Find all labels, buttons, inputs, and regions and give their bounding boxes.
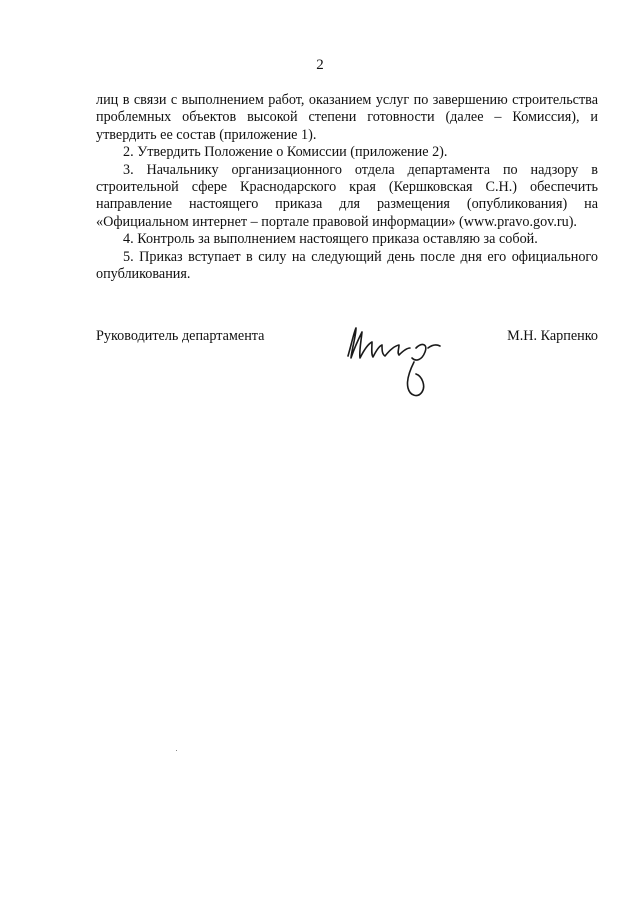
paragraph-item-4: 4. Контроль за выполнением настоящего приказа оставляю за собой. bbox=[123, 231, 538, 248]
page-number: 2 bbox=[316, 57, 324, 73]
scan-speck bbox=[176, 750, 177, 751]
handwritten-signature bbox=[342, 318, 452, 408]
document-body bbox=[96, 92, 598, 283]
signature-block bbox=[96, 328, 598, 438]
paragraph-continuation: лиц в связи с выполнением работ, оказанием услуг по завершению строительства проблемных объектов высокой степени готовности (далее – Комиссия), и утвердить ее состав (приложение 1). bbox=[96, 92, 598, 143]
paragraph-item-5: 5. Приказ вступает в силу на следующий день после дня его официального опубликования. bbox=[96, 248, 598, 283]
signatory-name: М.Н. Карпенко bbox=[507, 328, 598, 344]
signatory-position: Руководитель департамента bbox=[96, 328, 265, 344]
paragraph-item-2: 2. Утвердить Положение о Комиссии (приложение 2). bbox=[123, 144, 448, 161]
paragraph-item-3: 3. Начальнику организационного отдела департамента по надзору в строительной сфере Краснодарского края (Кершковская С.Н.) обеспечить направление настоящего приказа для размещения (опубликования) на «Официальном интернет – портале правовой информации» (www.pravo.gov.ru). bbox=[96, 161, 598, 230]
